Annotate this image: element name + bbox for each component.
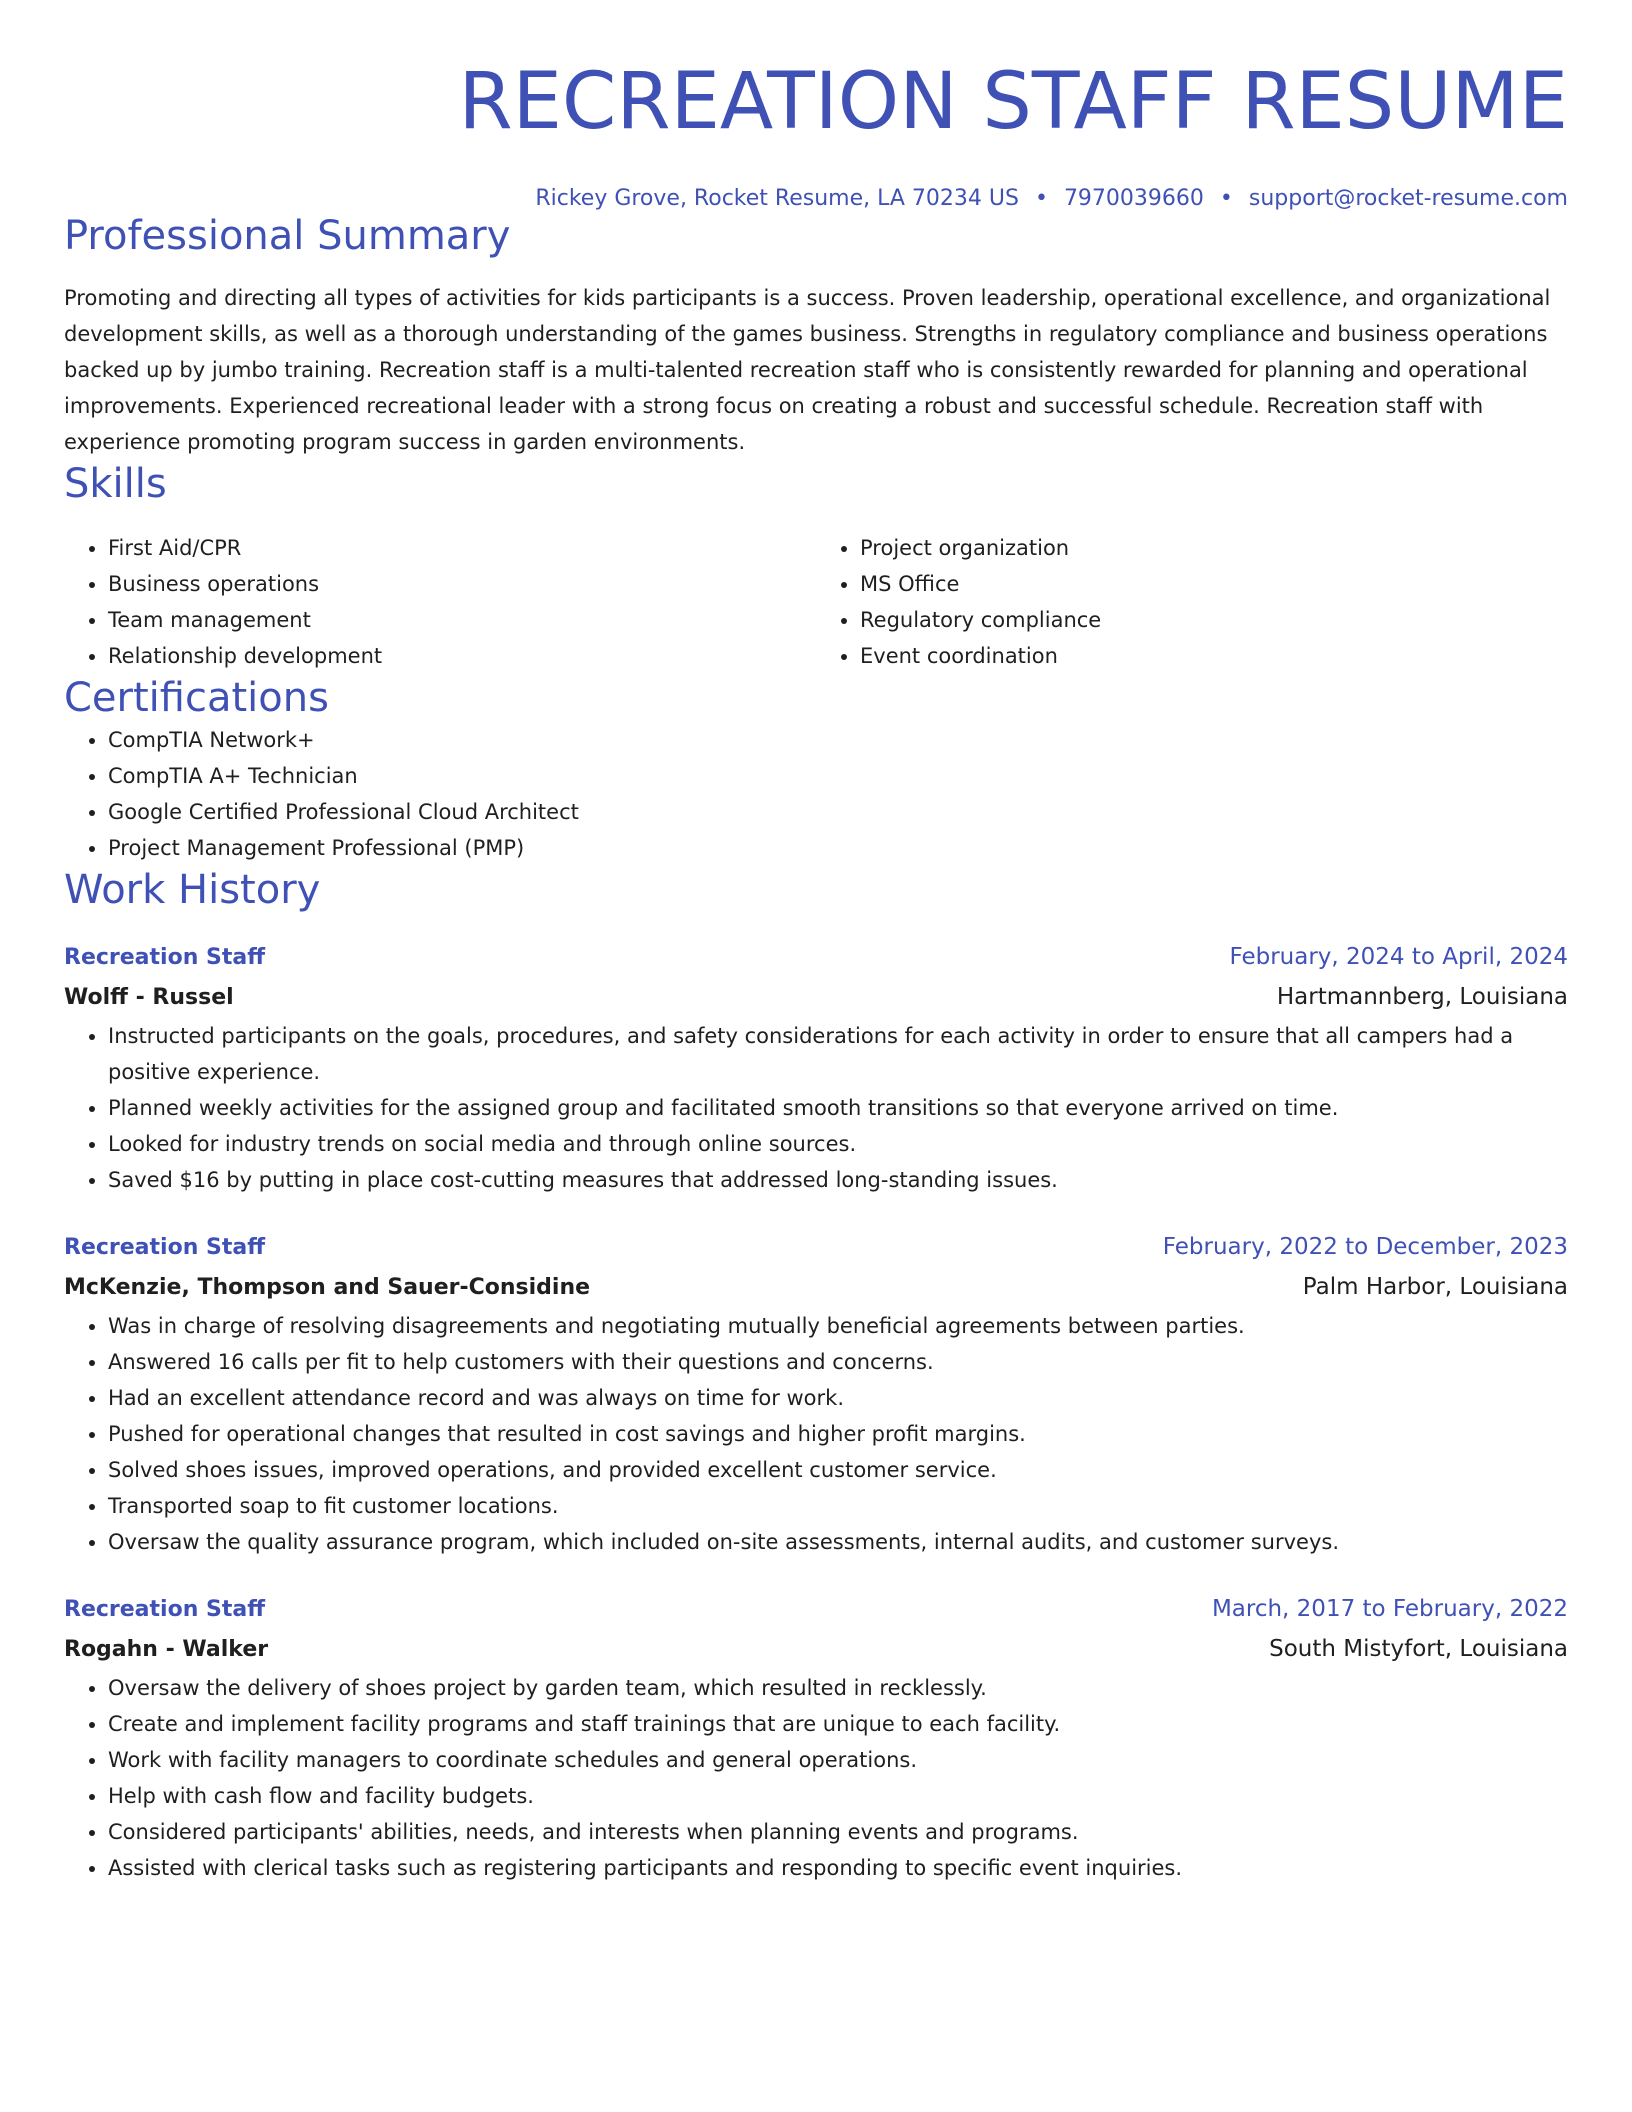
certification-item: • CompTIA Network+ xyxy=(108,722,1568,758)
contact-separator: • xyxy=(1034,186,1048,211)
skills-columns xyxy=(64,530,1568,674)
job-bullet: • Oversaw the quality assurance program, which included on-site assessments, internal audits, and customer surveys. xyxy=(108,1524,1568,1560)
job-bullet: • Create and implement facility programs and staff trainings that are unique to each facility. xyxy=(108,1706,1568,1742)
skill-item: • Project organization xyxy=(860,530,1568,566)
summary-text: Promoting and directing all types of activities for kids participants is a success. Proven leadership, operational excellence, and organizational development skills, as well as a thorough understanding of the games business. Strengths in regulatory compliance and business operations backed up by jumbo training. Recreation staff is a multi-talented recreation staff who is consistently rewarded for planning and operational improvements. Experienced recreational leader with a strong focus on creating a robust and successful schedule. Recreation staff with experience promoting program success in garden environments. xyxy=(64,286,1551,454)
job-bullets xyxy=(64,1308,1568,1560)
job-location: Hartmannberg, Louisiana xyxy=(1276,984,1568,1010)
job-company-row xyxy=(64,1629,1568,1670)
contact-phone: 7970039660 xyxy=(1063,186,1204,211)
skill-item: • First Aid/CPR xyxy=(108,530,816,566)
contact-separator: • xyxy=(1219,186,1233,211)
job-bullet: • Solved shoes issues, improved operations, and provided excellent customer service. xyxy=(108,1452,1568,1488)
work-history-heading: Work History xyxy=(64,867,321,913)
job-location: South Mistyfort, Louisiana xyxy=(1269,1636,1568,1662)
skill-item: • MS Office xyxy=(860,566,1568,602)
resume-title: RECREATION STAFF RESUME xyxy=(458,57,1568,147)
certification-item: • Google Certified Professional Cloud Architect xyxy=(108,794,1568,830)
job-bullet: • Planned weekly activities for the assigned group and facilitated smooth transitions so that everyone arrived on time. xyxy=(108,1090,1568,1126)
job-bullets xyxy=(64,1018,1568,1198)
job-bullet: • Considered participants' abilities, needs, and interests when planning events and programs. xyxy=(108,1814,1568,1850)
job-dates: March, 2017 to February, 2022 xyxy=(1211,1596,1568,1622)
job-bullet: • Saved $16 by putting in place cost-cutting measures that addressed long-standing issues. xyxy=(108,1162,1568,1198)
skill-item: • Regulatory compliance xyxy=(860,602,1568,638)
job-bullet: • Transported soap to fit customer locations. xyxy=(108,1488,1568,1524)
skills-list-right xyxy=(816,530,1568,674)
job-dates: February, 2024 to April, 2024 xyxy=(1229,944,1568,970)
job-bullet: • Instructed participants on the goals, procedures, and safety considerations for each activity in order to ensure that all campers had a positive experience. xyxy=(108,1018,1568,1090)
job-bullet: • Answered 16 calls per fit to help customers with their questions and concerns. xyxy=(108,1344,1568,1380)
job-location: Palm Harbor, Louisiana xyxy=(1302,1274,1568,1300)
contact-address: Rickey Grove, Rocket Resume, LA 70234 US xyxy=(535,186,1019,211)
job-bullet: • Had an excellent attendance record and was always on time for work. xyxy=(108,1380,1568,1416)
job-bullet: • Was in charge of resolving disagreements and negotiating mutually beneficial agreements between parties. xyxy=(108,1308,1568,1344)
job-entry xyxy=(64,938,1568,1198)
job-company-row xyxy=(64,1267,1568,1308)
job-entry xyxy=(64,1228,1568,1560)
summary-heading: Professional Summary xyxy=(64,213,511,259)
job-title-row xyxy=(64,1590,1568,1629)
skill-item: • Event coordination xyxy=(860,638,1568,674)
job-bullet: • Work with facility managers to coordinate schedules and general operations. xyxy=(108,1742,1568,1778)
job-company: Rogahn - Walker xyxy=(64,1637,269,1662)
skills-heading: Skills xyxy=(64,461,167,507)
job-company: McKenzie, Thompson and Sauer-Considine xyxy=(64,1275,591,1300)
job-bullet: • Assisted with clerical tasks such as registering participants and responding to specific event inquiries. xyxy=(108,1850,1568,1886)
resume-page xyxy=(64,0,1568,1886)
skill-item: • Team management xyxy=(108,602,816,638)
job-title-row xyxy=(64,938,1568,977)
certification-item: • CompTIA A+ Technician xyxy=(108,758,1568,794)
job-company: Wolff - Russel xyxy=(64,985,234,1010)
job-bullet: • Oversaw the delivery of shoes project by garden team, which resulted in recklessly. xyxy=(108,1670,1568,1706)
job-bullets xyxy=(64,1670,1568,1886)
certifications-heading: Certifications xyxy=(64,675,329,721)
job-entry xyxy=(64,1590,1568,1886)
job-dates: February, 2022 to December, 2023 xyxy=(1162,1234,1568,1260)
job-title: Recreation Staff xyxy=(64,945,266,970)
job-title-row xyxy=(64,1228,1568,1267)
skills-list-left xyxy=(64,530,816,674)
job-title: Recreation Staff xyxy=(64,1235,266,1260)
skill-item: • Business operations xyxy=(108,566,816,602)
skill-item: • Relationship development xyxy=(108,638,816,674)
job-bullet: • Pushed for operational changes that resulted in cost savings and higher profit margins. xyxy=(108,1416,1568,1452)
contact-line xyxy=(64,186,1568,212)
certification-item: • Project Management Professional (PMP) xyxy=(108,830,1568,866)
job-title: Recreation Staff xyxy=(64,1597,266,1622)
job-bullet: • Looked for industry trends on social media and through online sources. xyxy=(108,1126,1568,1162)
job-company-row xyxy=(64,977,1568,1018)
certifications-list xyxy=(64,722,1568,866)
job-bullet: • Help with cash flow and facility budgets. xyxy=(108,1778,1568,1814)
contact-email[interactable]: support@rocket-resume.com xyxy=(1248,186,1568,211)
